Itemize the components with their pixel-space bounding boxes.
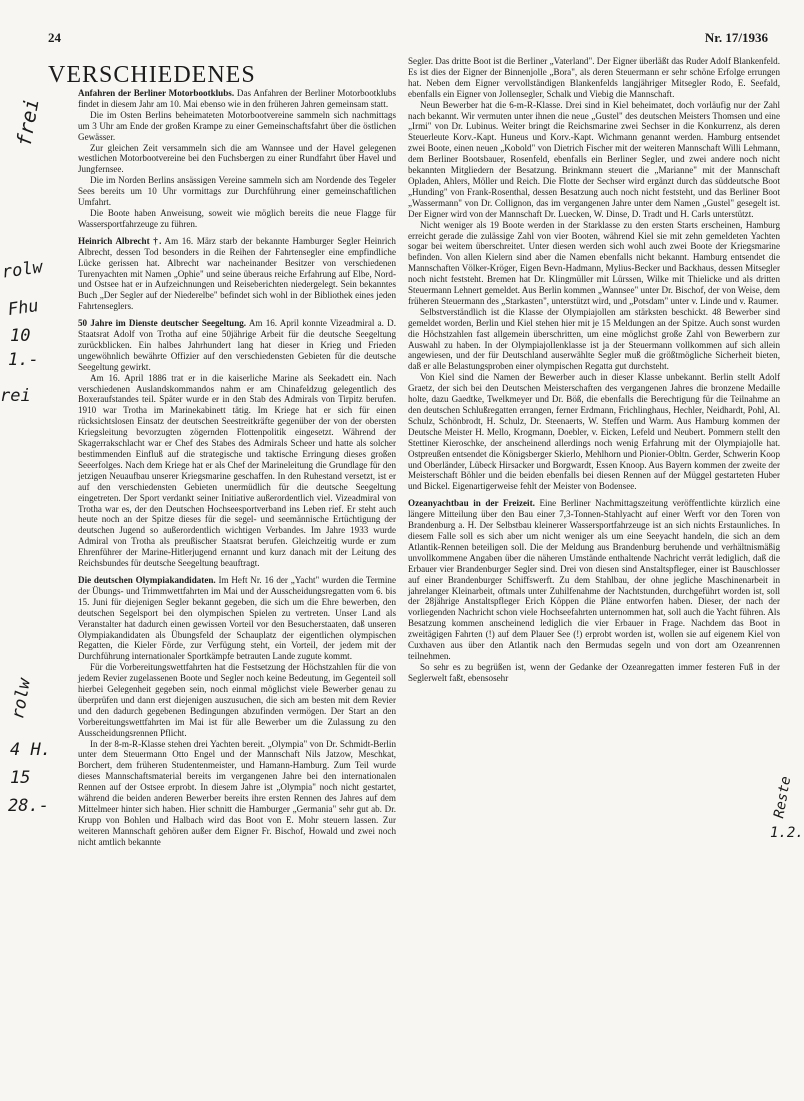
paragraph: Das Anfahren der Berliner Motorbootklubs findet in diesem Jahr am 10. Mai ebenso wie in den früheren Jahren gemeinsam statt.: [78, 88, 396, 109]
margin-note-15: 15: [10, 768, 31, 788]
article-trotha: [78, 318, 396, 373]
margin-note-rei: rei: [0, 386, 31, 406]
paragraph: So sehr es zu begrüßen ist, wenn der Gedanke der Ozeanregatten immer festeren Fuß in der Seglerwelt faßt, ebensosehr: [408, 661, 780, 683]
margin-note-fhu: Fhu: [6, 295, 40, 321]
issue-number: Nr. 17/1936: [704, 30, 768, 45]
paragraph: Segler. Das dritte Boot ist die Berliner „Vaterland". Der Eigner überläßt das Ruder Adolf Blankenfeld. Es ist dies der Eigner der Binnenjolle „Bora", als deren Steuermann er sehr schöne Erfolge errungen hat. Neben dem Eigner vervollständigen Blankenfelds langjähriger Mitsegler Rodo, E. Seefald, ebenfalls ein Eigner von Jollensegler, Schalk und Viebig die Mannschaft.: [408, 56, 780, 99]
left-column: [78, 88, 396, 1088]
margin-note-rolw-2: rolw: [8, 676, 35, 721]
paragraph: Am 16. April konnte Vizeadmiral a. D. Staatsrat Adolf von Trotha auf eine 50jährige Arbeit für die deutsche Seegeltung zurückblicken. Ein halbes Jahrhundert lang hat dieser in Krieg und Frieden ungewöhnlich bewährte Offizier auf den verschiedensten Gebieten für die deutsche Seegeltung gewirkt.: [78, 318, 396, 372]
article-ozeanyacht: [408, 498, 780, 662]
article-olympia: [78, 575, 396, 662]
margin-note-10: 10: [10, 326, 31, 346]
paragraph: Neun Bewerber hat die 6-m-R-Klasse. Drei sind in Kiel beheimatet, doch vorläufig nur der Zahl nach bekannt. Wir vermuten unter ihnen die neue „Gustel" des deutschen Meisters Thomsen und eine „Irmi" von Dr. Lubinus. Weiter bringt die Reichsmarine zwei Sechser in die Konkurrenz, als deren Steuerleute Korv.-Kapt. Huneus und Korv.-Kapt. Wichmann genannt werden. Hamburg entsendet zwei Boote, einen neuen „Kobold" von Dietrich Fischer mit der weiteren Mannschaft Willi Lehmann, dem Berliner Bootsbauer, Rosenfeld, ebenfalls ein Berliner Segler, und zwei andere noch nicht bekannten Mitgliedern der Besatzung. Brinkmann steuert die „Marianne" mit der Mannschaft Opladen, Ahlers, Möller und Reich. Die Flotte der Sechser wird ergänzt durch das süddeutsche Boot „Hunding" von Frank-Rosenthal, dessen Besatzung auch noch nicht feststeht, und das Berliner Boot „Wassermann" von Dr. Collignon, das im vergangenen Jahre unter dem Namen „Gustel" gesegelt ist. Der Eigner wird von der Mannschaft Dr. Luecken, W. Dinse, D. Tradt und H. Carls unterstützt.: [408, 99, 780, 219]
article-albrecht: [78, 236, 396, 312]
paragraph: Am 16. März starb der bekannte Hamburger Segler Heinrich Albrecht, dessen Tod besonders in die Reihen der Fahrtensegler eine empfindliche Lücke gerissen hat. Albrecht war nacheinander Besitzer von verschiedenen Turenyachten mit Namen „Ophie" und seine überaus reiche Erfahrung auf Elbe, Nord- und Ostsee hat er in Aufzeichnungen und Reiseberichten niedergelegt. Sein bekanntes Buch „Der Segler auf der Niederelbe" befindet sich wohl in der Bibliothek eines jeden Fahrtenseglers.: [78, 235, 396, 312]
article-motorboat: [78, 88, 396, 110]
headline-albrecht: Heinrich Albrecht †.: [78, 235, 162, 246]
margin-note-28: 28.-: [8, 796, 49, 816]
paragraph: Die Boote haben Anweisung, soweit wie möglich bereits die neue Flagge für Wassersportfahrzeuge zu führen.: [78, 207, 396, 229]
margin-note-reste: Reste: [771, 775, 795, 820]
paragraph: Im Heft Nr. 16 der „Yacht" wurden die Termine der Übungs- und Trimmwettfahrten im Mai und der Ausscheidungsregatten vom 6. bis 15. Juni für diejenigen Segler bekannt gegeben, die sich um die Ehre bewerben, den deutschen Segelsport bei den olympischen Spielen zu vertreten. Unser Land als Veranstalter hat dadurch einen gewissen Vorteil vor den Besucherstaaten, daß unseren Olympiakandidaten als Übungsfeld der Schauplatz der eigentlichen olympischen Regatten, die Kieler Förde, zur Verfügung steht, ein Vorteil, der jedem mit der Durchführung internationaler Sportkämpfe betrauten Lande zugute kommt.: [78, 574, 396, 662]
headline-trotha: 50 Jahre im Dienste deutscher Seegeltung.: [78, 318, 247, 329]
paragraph: Zur gleichen Zeit versammeln sich die am Wannsee und der Havel gelegenen westlichen Motorbootvereine bei den Fuchsbergen zu einer Rundfahrt über Havel und Jungfernsee.: [78, 142, 396, 175]
paragraph: Selbstverständlich ist die Klasse der Olympiajollen am stärksten beschickt. 48 Bewerber sind gemeldet worden, Berlin und Kiel stehen hier mit je 15 Meldungen an der Spitze. Auch sonst wurden die Höchstzahlen fast allgemein überschritten, um eine möglichst große Zahl von Bewerbern zur Auswahl zu haben. In der Olympiajollenklasse ist ja der Steuermann vollkommen auf sich allein angewiesen, und der für Deutschland auserwählte Segler muß die größtmögliche Sicherheit bieten, daß er alle Belastungsproben einer olympischen Regatta gut durchsteht.: [408, 306, 780, 372]
headline-ozeanyacht: Ozeanyachtbau in der Freizeit.: [408, 498, 535, 509]
margin-note-1: 1.-: [8, 350, 39, 370]
margin-note-4h: 4 H.: [10, 740, 51, 760]
paragraph: In der 8-m-R-Klasse stehen drei Yachten bereit. „Olympia" von Dr. Schmidt-Berlin unter dem Steuermann Otto Engel und der Mannschaft Nils Jatzow, Meschkat, Borchert, dem früheren Studentenmeister, und Hamann-Hamburg. Zum Teil wurde dieses Mannschaftsmaterial bereits im vergangenen Jahre bei den internationalen Rennen auf der Ostsee erprobt. In diesem Jahre ist „Olympia" noch nicht gestartet, während die beiden anderen Bewerber bereits ihre ersten Rennen des Jahres auf dem Mittelmeer hinter sich haben. Hier schnitt die Hamburger „Germania" sehr gut ab. Dr. Krupp von Bohlen und Halbach wird das Boot von E. Mohr steuern lassen. Zur weiteren Mannschaft gehören außer dem Eigner Fr. Bischof, Howald und zwei noch nicht amtlich bekannte: [78, 738, 396, 847]
page-number: 24: [48, 30, 61, 45]
paragraph: Am 16. April 1886 trat er in die kaiserliche Marine als Seekadett ein. Nach verschiedenen Auslandskommandos nahm er am Chinafeldzug gelegentlich des Boxeraufstandes teil. Später wurde er in den Stab des Admirals von Tirpitz berufen. 1910 war Trotha im Marinekabinett tätig. Im Kriege hat er sich für einen rücksichtslosen Einsatz der deutschen Seestreitkräfte gegenüber der von der obersten Kriegsleitung bevorzugten zögernden Flottenpolitik eingesetzt. Während der Skagerrakschlacht war er Chef des Stabes des Admirals Scheer und hatte als solcher bestimmenden Einfluß auf die strategische und taktische Erringung dieses großen Seeerfolges. Nach dem Kriege hat er als Chef der Marineleitung die Grundlage für den jetzigen Neuaufbau unserer Kriegsmarine geschaffen. In den Ruhestand versetzt, ist er auf den verschiedensten Gebieten unermüdlich für die deutsche Seegeltung eingetreten. Der Sport verdankt seiner Initiative außerordentlich viel. Vizeadmiral von Trotha war es, der den Deutschen Hochseesportverband ins Leben rief. Er steht auch heute noch an der Spitze dieses für die segel- und seemännische Ertüchtigung der deutschen Jugend so außerordentlich wichtigen Verbandes. Im Jahre 1933 wurde Admiral von Trotha als preußischer Staatsrat berufen. Gleichzeitig wurde er zum Ehrenführer der Marine-Hitlerjugend ernannt und kurz danach mit der Leitung des Reichsbundes für deutsche Seegeltung beauftragt.: [78, 372, 396, 569]
headline-olympia: Die deutschen Olympiakandidaten.: [78, 574, 216, 585]
paragraph: Nicht weniger als 19 Boote werden in der Starklasse zu den ersten Starts erscheinen, Hamburg erreicht gerade die zulässige Zahl von vier Booten, während Kiel sie mit zehn gemeldeten Yachten sogar bei weitem überschreitet. Unter diesen werden sich wohl auch zwei Boote der Kriegsmarine befinden. Von allen Kielern sind aber die Namen ebenfalls nicht bekannt. Hamburg entsendet die Mannschaften Völker-Kröger, Eigen Bevn-Hadmann, Mylius-Becker und Backhaus, dessen Mitsegler noch nicht feststeht. Bremen hat Dr. Klingmüller mit Lürssen, Wilke mit Thielicke und als dritten Steuermann Lehnert gemeldet. Aus Berlin kommen „Wannsee" unter Dr. Bischof, der von Weise, dem früheren Steuermann des „Starkasten", unterstützt wird, und „Potsdam" unter v. Linde und v. Raumer.: [408, 219, 780, 306]
margin-note-1-2: 1.2.: [770, 825, 804, 841]
paragraph: Eine Berliner Nachmittagszeitung veröffentlichte kürzlich eine längere Mitteilung über den Bau einer 7,3-Tonnen-Stahlyacht auf einer Werft vor den Toren von Brandenburg a. H. Der Selbstbau kleinerer Wassersportfahrzeuge ist an sich nichts Erstaunliches. In diesem Falle soll es sich aber um nicht weniger als um eine Seeyacht handeln, die sich an dem Atlantik-Rennen beteiligen soll. Die der Meldung aus Brandenburg beruhende und verhältnismäßig unvollkommene Angaben über die näheren Umstände enthaltende Nachricht verrät lediglich, daß die Erbauer vier Brandenburger Segler sind. Drei von diesen sind Anstaltspfleger, einer ist Bauschlosser auf einer Brandenburger Schiffswerft. Zu dem Stahlbau, der ohne jegliche Maschinenarbeit in jahrelanger Kleinarbeit, oftmals unter Zuhilfenahme der Nachtstunden, durchgeführt worden ist, soll der 28jährige Anstaltspfleger Erich Köppen die Pläne entworfen haben. Dieser, der nach der vorliegenden Nachricht schon viele Hochseefahrten unternommen hat, soll auch die Yacht führen. Als Besatzung kommen anscheinend lediglich die vier Erbauer in Frage. Nachdem das Boot in zweitägigen Fahrten (!) auf dem Plauer See (!) erprobt worden ist, wollen sie auf eigenem Kiel von Cuxhaven aus über den Atlantik nach den Bermudas segeln und von dort am Ozeanrennen teilnehmen.: [408, 498, 781, 661]
right-column: [408, 56, 780, 1056]
margin-note-frei: frei: [11, 96, 44, 149]
paragraph: Die im Norden Berlins ansässigen Vereine sammeln sich am Nordende des Tegeler Sees bereits um 10 Uhr vormittags zur Durchführung einer gemeinschaftlichen Umfahrt.: [78, 175, 396, 208]
paragraph: Von Kiel sind die Namen der Bewerber auch in dieser Klasse unbekannt. Berlin stellt Adolf Graetz, der sich bei den Deutschen Meisterschaften des vergangenen Jahres die bronzene Medaille holte, dazu Gaedtke, Twelkmeyer und Dr. Böß, die ebenfalls die Berechtigung für die Teilnahme an den deutschen Schlußregatten errangen, ferner Erdmann, Frichlinghaus, Hechler, Neidhardt, Pohl, Al. Schulz, Schönbrodt, H. Schulz, Dr. Steenaerts, W. Steffen und Warm. Aus Hamburg kommen der Deutsche Meister H. Mello, Krogmann, Doebler, v. Eicken, Lefeld und Neubert. Pommern stellt den Stettiner Kieroschke, der anscheinend allerdings noch wenig Erfahrung mit der Olympiajolle hat. Ostpreußen entsendet die Königsberger Skierlo, Mehlhorn und Pionier-Obltn. Gerder, Schwerin Koop und Oberländer, Lübeck Hirsacker und Borgwardt, Essen Knoop. Aus Bayern kommen der zweite der Meisterschaft Böhler und die beiden ebenfalls bei diesen Rennen auf der Müggel gestarteten Huber und Bickel. Eigenartigerweise fehlt der Meister von Bodensee.: [408, 372, 780, 492]
section-title: VERSCHIEDENES: [48, 62, 256, 88]
headline-motorboat: Anfahren der Berliner Motorbootklubs.: [78, 88, 235, 98]
margin-note-rolw-1: rolw: [0, 257, 45, 283]
paragraph: Für die Vorbereitungswettfahrten hat die Festsetzung der Höchstzahlen für die von jedem Revier zugelassenen Boote und Segler noch keine Bedeutung, im Gegenteil soll hierbei Gelegenheit gegeben sein, noch einmal möglichst viele Bewerber genau zu überprüfen und dann erst diejenigen auszusuchen, die sich am besten mit dem Revier und den dadurch gegebenen Bedingungen abzufinden vermögen. Der Start an den Vorbereitungswettfahrten im Mai ist für alle Bewerber um die Zulassung zu den Ausscheidungsrennen Pflicht.: [78, 662, 396, 738]
paragraph: Die im Osten Berlins beheimateten Motorbootvereine sammeln sich nachmittags um 3 Uhr am Ende der großen Krampe zu einer Gemeinschaftsfahrt über die östlichen Gewässer.: [78, 109, 396, 142]
